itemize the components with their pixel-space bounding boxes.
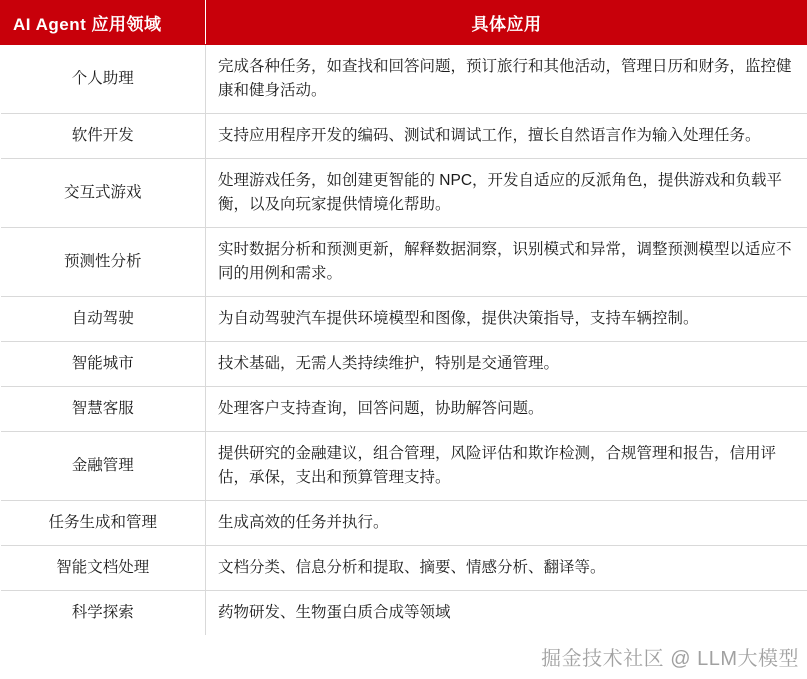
cell-detail: 文档分类、信息分析和提取、摘要、情感分析、翻译等。 bbox=[206, 546, 807, 591]
table-row bbox=[1, 387, 807, 432]
cell-detail: 技术基础，无需人类持续维护，特别是交通管理。 bbox=[206, 342, 807, 387]
cell-detail: 完成各种任务，如查找和回答问题，预订旅行和其他活动，管理日历和财务，监控健康和健身活动。 bbox=[206, 45, 807, 114]
table-row bbox=[1, 297, 807, 342]
cell-detail: 处理客户支持查询，回答问题，协助解答问题。 bbox=[206, 387, 807, 432]
cell-detail: 支持应用程序开发的编码、测试和调试工作，擅长自然语言作为输入处理任务。 bbox=[206, 114, 807, 159]
cell-domain: 任务生成和管理 bbox=[1, 501, 206, 546]
cell-domain: 智能文档处理 bbox=[1, 546, 206, 591]
table-header-row bbox=[1, 1, 807, 45]
cell-domain: 智慧客服 bbox=[1, 387, 206, 432]
cell-domain: 个人助理 bbox=[1, 45, 206, 114]
cell-domain: 金融管理 bbox=[1, 432, 206, 501]
cell-detail: 药物研发、生物蛋白质合成等领域 bbox=[218, 604, 451, 622]
table-row bbox=[1, 432, 807, 501]
cell-detail: 生成高效的任务并执行。 bbox=[206, 501, 807, 546]
cell-domain: 科学探索 bbox=[1, 591, 206, 636]
table-header bbox=[1, 1, 807, 45]
cell-domain: 预测性分析 bbox=[1, 228, 206, 297]
column-header-domain: AI Agent 应用领域 bbox=[1, 1, 206, 45]
cell-domain: 智能城市 bbox=[1, 342, 206, 387]
watermark: 掘金技术社区 @ LLM大模型 bbox=[541, 648, 799, 670]
cell-domain: 自动驾驶 bbox=[1, 297, 206, 342]
table-row bbox=[1, 114, 807, 159]
table-row bbox=[1, 159, 807, 228]
table-row bbox=[1, 228, 807, 297]
cell-detail: 提供研究的金融建议，组合管理，风险评估和欺诈检测，合规管理和报告，信用评估，承保，支出和预算管理支持。 bbox=[206, 432, 807, 501]
table-body bbox=[1, 45, 807, 636]
table-row bbox=[1, 45, 807, 114]
cell-detail: 实时数据分析和预测更新，解释数据洞察，识别模式和异常，调整预测模型以适应不同的用例和需求。 bbox=[206, 228, 807, 297]
table-row bbox=[1, 342, 807, 387]
cell-domain: 交互式游戏 bbox=[1, 159, 206, 228]
table-row bbox=[1, 546, 807, 591]
table-row bbox=[1, 591, 807, 636]
cell-domain: 软件开发 bbox=[1, 114, 206, 159]
column-header-detail: 具体应用 bbox=[206, 1, 807, 45]
cell-detail: 处理游戏任务，如创建更智能的 NPC，开发自适应的反派角色，提供游戏和负载平衡，以及向玩家提供情境化帮助。 bbox=[206, 159, 807, 228]
table-row bbox=[1, 501, 807, 546]
cell-detail: 为自动驾驶汽车提供环境模型和图像，提供决策指导，支持车辆控制。 bbox=[206, 297, 807, 342]
